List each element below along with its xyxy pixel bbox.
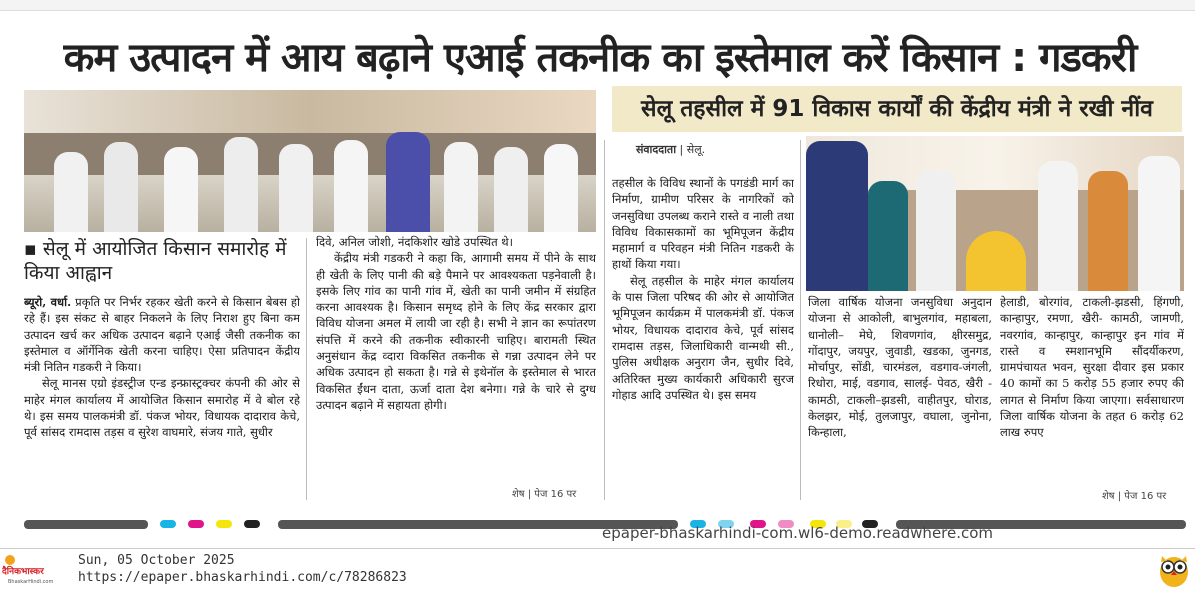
right-story-column-1 bbox=[612, 175, 794, 500]
yellow-swatch bbox=[216, 520, 232, 528]
column-divider bbox=[800, 140, 801, 500]
foundation-stone-photo bbox=[806, 136, 1184, 291]
cyan-swatch bbox=[160, 520, 176, 528]
left-story-column-1 bbox=[24, 294, 300, 500]
left-story-subtitle: ▪ सेलू में आयोजित किसान समारोह में किया आह्वान bbox=[24, 238, 287, 284]
right-story-continued: शेष | पेज 16 पर bbox=[1102, 491, 1167, 502]
farmers-event-photo bbox=[24, 90, 596, 232]
right-story-para-4: हेलाडी, बोरगांव, टाकली-झडसी, हिंगणी, कान्हापुर, रमणा, खैरी- कामठी, जामणी, नवरगांव, कान्हापुर, कान्हापुर इन गांव में रास्ते व स्मशानभूमि सौंदर्यीकरण, ग्रामपंचायत भवन, सुरक्षा दीवार इस प्रकार 40 कामों का 5 करोड़ 55 हजार रुपए की लागत से निर्माण किया जाएगा। सर्वसाधारण जिला वार्षिक योजना के तहत 6 करोड़ 62 लाख रुपए bbox=[1000, 295, 1184, 440]
dainik-bhaskar-logo[interactable] bbox=[2, 552, 68, 586]
right-story-para-1: तहसील के विविध स्थानों के पगडंडी मार्ग का निर्माण, ग्रामीण परिसर के नागरिकों को जनसुविधा उपलब्ध कराने रास्ते व नाली तथा विविध विकासकामों का भूमिपूजन केंद्रीय महामार्ग व परिवहन मंत्री नितिन गडकरी के हाथों किया गया। bbox=[612, 176, 794, 272]
byline-label: संवाददाता bbox=[636, 143, 677, 156]
left-story-para-1: प्रकृति पर निर्भर रहकर खेती करने से किसान बेबस हो रहे हैं। इस संकट से बाहर निकलने के लिए निराश हुए बिना कम उत्पादन खर्च कर अधिक उत्पादन बढ़ाने एआई जैसी तकनीक का इस्तेमाल व ऑर्गेनिक खेती करना चाहिए। ऐसा प्रतिपादन केंद्रीय मंत्री नितिन गडकरी ने किया। bbox=[24, 295, 300, 375]
previous-page-strip bbox=[0, 0, 1195, 11]
column-divider bbox=[306, 238, 307, 500]
logo-subtext: BhaskarHindi.com bbox=[8, 579, 54, 585]
right-story-column-3 bbox=[1000, 294, 1184, 484]
left-story-para-3: दिवे, अनिल जोशी, नंदकिशोर खोडे उपस्थित थे। bbox=[316, 235, 513, 249]
registration-bar bbox=[24, 520, 148, 529]
left-story-para-2: सेलू मानस एग्रो इंडस्ट्रीज एन्ड इन्फ्रास्ट्रक्चर कंपनी की ओर से माहेर मंगल कार्यालय में आयोजित किसान समारोह में वे बोल रहे थे। इस समय पालकमंत्री डॉ. पंकज भोयर, विधायक दादाराव केचे, पूर्व सांसद रामदास तड़स व सुरेश वाघमारे, संजय गाते, सुधीर bbox=[24, 376, 300, 440]
left-story-column-2 bbox=[316, 234, 596, 484]
magenta-swatch bbox=[188, 520, 204, 528]
dateline: ब्यूरो, वर्धा. bbox=[24, 295, 72, 309]
black-swatch bbox=[244, 520, 260, 528]
edition-date: Sun, 05 October 2025 bbox=[78, 553, 235, 568]
column-divider bbox=[604, 140, 605, 500]
watermark: epaper-bhaskarhindi-com.wl6-demo.readwhere.com bbox=[602, 524, 994, 542]
right-story-para-3: जिला वार्षिक योजना जनसुविधा अनुदान योजना से आकोली, बाभुलगांव, महाबला, धानोली– मेघे, शिवणगांव, क्षीरसमुद्र, गोंदापुर, जयपुर, जुवाडी, खडका, जुनगड, मोर्चापुर, सोंडी, चारमंडल, वडगाव-जंगली, रिधोरा, माई, वडगाव, सालई- पेवठ, खैरी - कामठी, टाकली–झडसी, वाहीतपुर, घोराड, केलझर, मोई, तुलजापुर, वघाला, जुनोना, किन्हाला, bbox=[808, 295, 992, 440]
byline: संवाददाता | सेलू. bbox=[636, 143, 706, 156]
page-headline: कम उत्पादन में आय बढ़ाने एआई तकनीक का इस्तेमाल करें किसान : गडकरी bbox=[63, 35, 1137, 81]
right-story-subhead: सेलू तहसील में 91 विकास कार्यों की केंद्रीय मंत्री ने रखी नींव bbox=[612, 86, 1182, 132]
logo-text: दैनिकभास्कर bbox=[2, 567, 44, 577]
owl-mascot-icon bbox=[1158, 550, 1190, 588]
left-story-continued: शेष | पेज 16 पर bbox=[512, 489, 577, 500]
right-story-column-2 bbox=[808, 294, 992, 500]
right-story-para-2: सेलू तहसील के माहेर मंगल कार्यालय के पास जिला परिषद की ओर से आयोजित भूमिपूजन कार्यक्रम में पालकमंत्री डॉ. पंकज भोयर, विधायक दादाराव केचे, पूर्व सांसद रामदास तड़स, जिलाधिकारी वान्मथी सी., पुलिस अधीक्षक अनुराग जैन, सुधीर दिवे, अतिरिक्त मुख्य कार्यकारी अधिकारी सुरज गोहाड आदि उपस्थित थे। इस समय bbox=[612, 273, 794, 402]
left-story-para-4: केंद्रीय मंत्री गडकरी ने कहा कि, आगामी समय में पीने के साथ ही खेती के लिए पानी की बड़े पैमाने पर आवश्यकता पड़नेवाली है। इसके लिए गांव का पानी गांव में, खेती का पानी जमीन में संग्रहित करना आवश्यक है। किसान समृध्द होने के लिए केंद्र सरकार द्वारा विविध योजना अमल में लायी जा रही है। सभी ने ज्ञान का रूपांतरण संपत्ति में करने की तकनीक स्वीकारनी चाहिए। बारामती स्थित अनुसंधान केंद्र व्दारा विकसित तकनीक से गन्ना उत्पादन लेने पर अधिक उत्पादन हो सकता है। गन्ने से इथेनॉल के इस्तेमाल से भारत विकसित ईंधन दाता, ऊर्जा दाता देश बनेगा। गन्ने के चारे से दुग्ध उत्पादन बढ़ाने में सहायता होगी। bbox=[316, 251, 596, 412]
edition-url[interactable]: https://epaper.bhaskarhindi.com/c/78286823 bbox=[78, 570, 407, 585]
byline-place: सेलू. bbox=[686, 143, 706, 156]
